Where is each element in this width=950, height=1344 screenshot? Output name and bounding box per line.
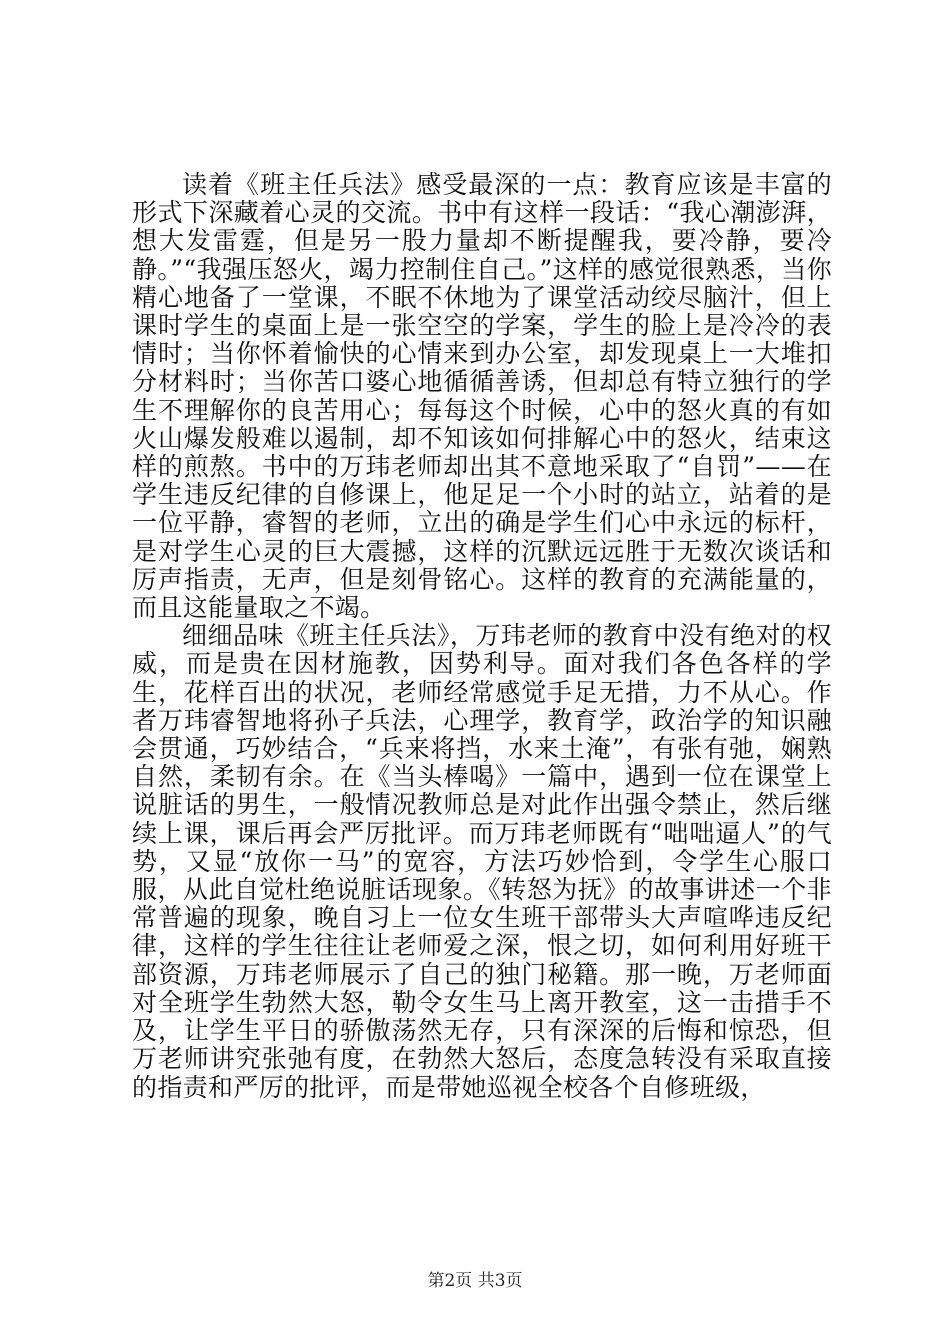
paragraph-2: 细细品味《班主任兵法》，万玮老师的教育中没有绝对的权威，而是贵在因材施教，因势利导。面对我们各色各样的学生，花样百出的状况，老师经常感觉手足无措，力不从心。作者万玮睿智地将孙子兵法，心理学，教育学，政治学的知识融会贯通，巧妙结合，“兵来将挡，水来土淹”，有张有弛，娴熟自然，柔韧有余。在《当头棒喝》一篇中，遇到一位在课堂上说脏话的男生，一般情况教师总是对此作出强令禁止，然后继续上课，课后再会严厉批评。而万玮老师既有“咄咄逼人”的气势，又显“放你一马”的宽容，方法巧妙恰到，令学生心服口服，从此自觉杜绝说脏话现象。《转怒为抚》的故事讲述一个非常普遍的现象，晚自习上一位女生班干部带头大声喧哗违反纪律，这样的学生往往让老师爱之深，恨之切，如何利用好班干部资源，万玮老师展示了自己的独门秘籍。那一晚，万老师面对全班学生勃然大怒，勒令女生马上离开教室，这一击措手不及，让学生平日的骄傲荡然无存，只有深深的后悔和惊恐，但万老师讲究张弛有度，在勃然大怒后，态度急转没有采取直接的指责和严厉的批评，而是带她巡视全校各个自修班级， bbox=[132, 621, 832, 1102]
document-body bbox=[132, 171, 832, 1102]
page-footer: 第2页 共3页 bbox=[427, 1271, 523, 1291]
paragraph-1: 读着《班主任兵法》感受最深的一点：教育应该是丰富的形式下深藏着心灵的交流。书中有这样一段话：“我心潮澎湃，想大发雷霆，但是另一股力量却不断提醒我，要冷静，要冷静。”“我强压怒火，竭力控制住自己。”这样的感觉很熟悉，当你精心地备了一堂课，不眠不休地为了课堂活动绞尽脑汁，但上课时学生的桌面上是一张空空的学案，学生的脸上是冷冷的表情时；当你怀着愉快的心情来到办公室，却发现桌上一大堆扣分材料时；当你苦口婆心地循循善诱，但却总有特立独行的学生不理解你的良苦用心；每每这个时候，心中的怒火真的有如火山爆发般难以遏制，却不知该如何排解心中的怒火，结束这样的煎熬。书中的万玮老师却出其不意地采取了“自罚”——在学生违反纪律的自修课上，他足足一个小时的站立，站着的是一位平静，睿智的老师，立出的确是学生们心中永远的标杆，是对学生心灵的巨大震撼，这样的沉默远远胜于无数次谈话和厉声指责，无声，但是刻骨铭心。这样的教育的充满能量的，而且这能量取之不竭。 bbox=[132, 170, 832, 623]
